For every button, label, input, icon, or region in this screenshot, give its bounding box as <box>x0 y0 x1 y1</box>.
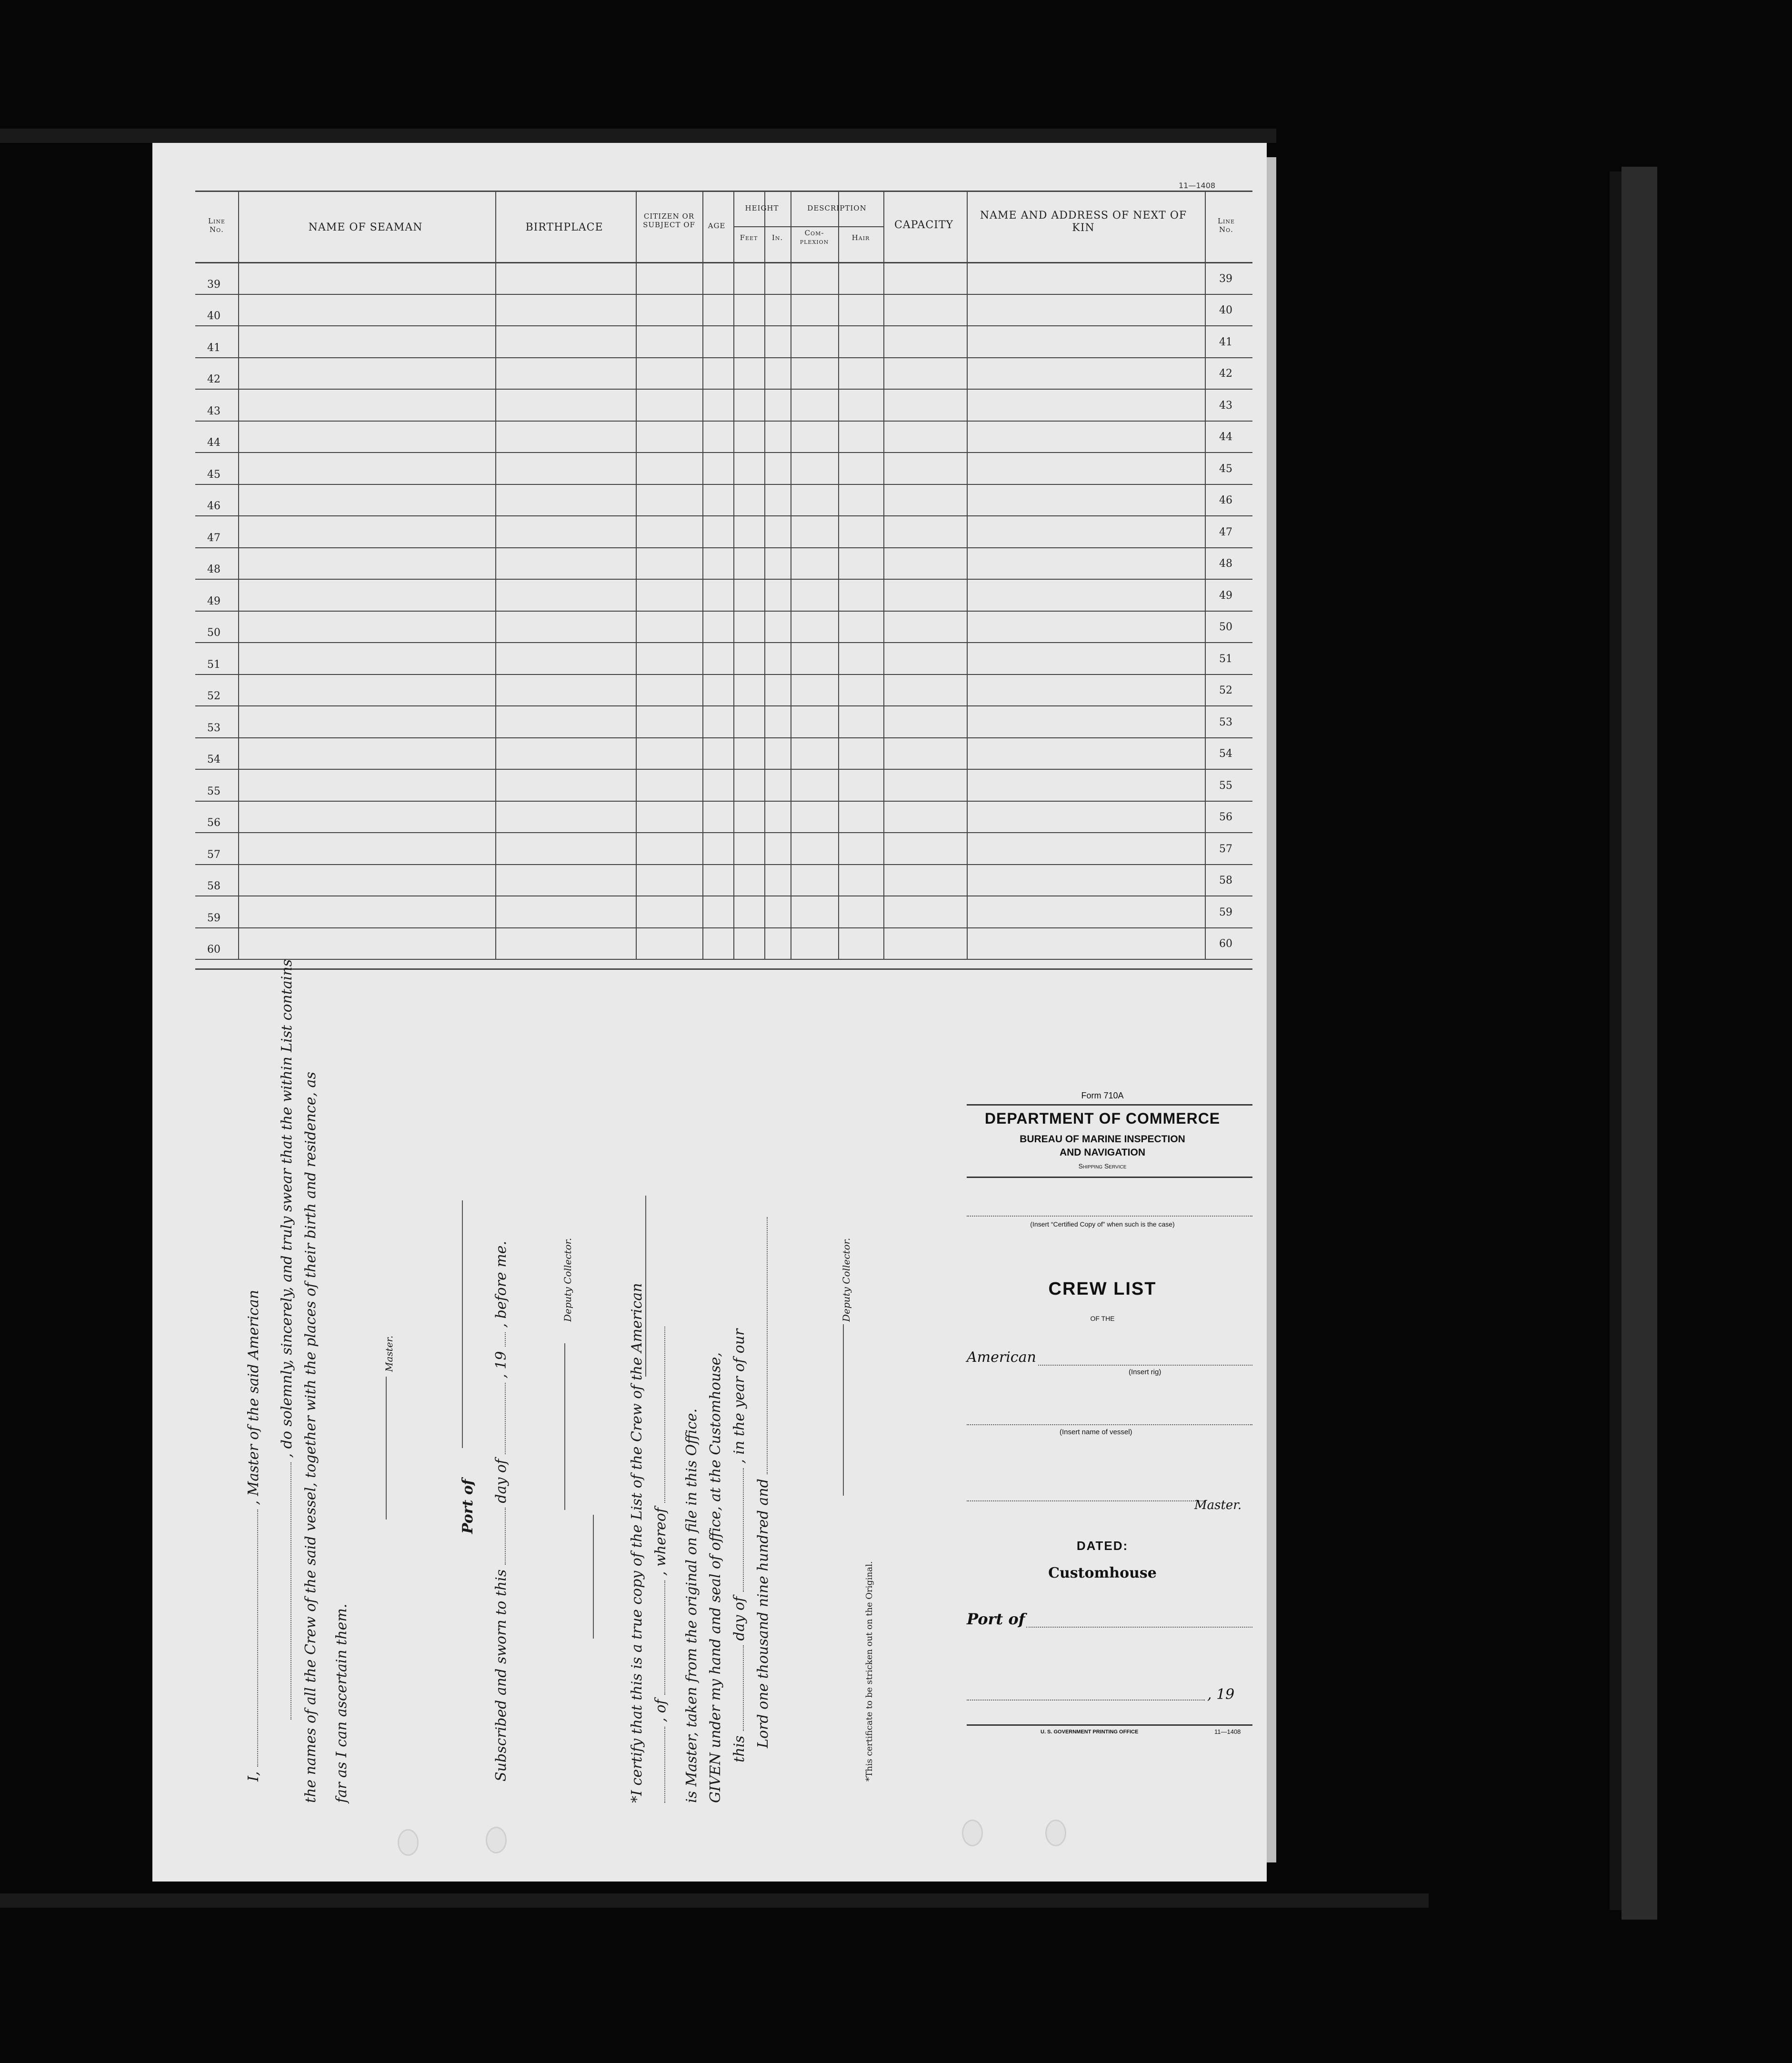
line-number-right: 51 <box>1219 653 1232 665</box>
line-number-left: 40 <box>207 310 220 322</box>
header-description: DESCRIPTION <box>807 204 867 212</box>
cover-master-label: Master. <box>1194 1498 1242 1512</box>
header-birthplace: BIRTHPLACE <box>525 221 603 233</box>
port-of-line <box>462 1200 463 1448</box>
line-number-right: 48 <box>1219 558 1232 570</box>
deputy-collector-label-1: Deputy Collector. <box>562 1238 573 1322</box>
header-feet: Feet <box>740 233 758 242</box>
of-blank-1 <box>654 1727 665 1803</box>
rig-blank <box>1038 1365 1252 1366</box>
line-number-right: 55 <box>1219 779 1232 792</box>
form-number: Form 710A <box>1081 1091 1124 1100</box>
line-number-left: 49 <box>207 595 220 607</box>
table-row-rule <box>195 484 1252 485</box>
table-column-divider <box>838 191 839 959</box>
table-row-rule <box>195 769 1252 770</box>
table-column-divider <box>636 191 637 959</box>
whereof-blank <box>654 1327 665 1503</box>
line-number-right: 41 <box>1219 336 1232 348</box>
scanner-bottom-band <box>0 1893 1429 1908</box>
line-number-left: 58 <box>207 880 220 892</box>
table-row-rule <box>195 294 1252 295</box>
table-print-code: 11—1408 <box>1179 181 1216 190</box>
this-label: this <box>731 1735 748 1762</box>
line-number-right: 44 <box>1219 431 1232 443</box>
deputy-collector-line-1 <box>564 1343 565 1510</box>
line-number-left: 42 <box>207 373 220 385</box>
bureau-line-1: BUREAU OF MARINE INSPECTION <box>1020 1134 1185 1145</box>
line-number-left: 39 <box>207 278 220 291</box>
height-description-subrule <box>733 226 883 227</box>
crew-table <box>195 191 1252 965</box>
line-number-left: 54 <box>207 754 220 765</box>
subscribed-day-of: day of <box>493 1459 510 1503</box>
oath-swear-text: , do solemnly, sincerely, and truly swear that the within List contains <box>279 959 295 1458</box>
table-row-rule <box>195 959 1252 960</box>
port-of-blank <box>1026 1627 1252 1628</box>
this-day-blank <box>732 1645 744 1731</box>
master-taken-line: is Master, taken from the original on file in this Office. <box>683 1408 700 1803</box>
crew-list-cover <box>957 1091 1248 1777</box>
line-number-right: 46 <box>1219 494 1232 506</box>
scanner-top-band <box>0 129 1276 143</box>
line-number-left: 56 <box>207 817 220 829</box>
port-of-label: Port of <box>460 1479 476 1534</box>
table-row-rule <box>195 674 1252 675</box>
line-number-left: 59 <box>207 912 220 924</box>
table-column-divider <box>702 191 703 959</box>
table-row-rule <box>195 864 1252 865</box>
line-number-right: 50 <box>1219 621 1232 633</box>
table-row-rule <box>195 515 1252 516</box>
header-inches: In. <box>771 233 783 242</box>
line-number-right: 45 <box>1219 463 1232 475</box>
oath-line-3: the names of all the Crew of the said vessel, together with the places of their birth and residence, as <box>302 1072 319 1803</box>
american-label: American <box>967 1349 1036 1366</box>
cover-rule-2 <box>967 1177 1252 1178</box>
certified-copy-blank <box>967 1216 1252 1217</box>
line-number-left: 41 <box>207 342 220 354</box>
subscribed-month-blank <box>494 1383 506 1454</box>
line-number-right: 57 <box>1219 843 1232 855</box>
table-row-rule <box>195 611 1252 612</box>
header-name-of-seaman: NAME OF SEAMAN <box>308 221 423 233</box>
subscribed-year-blank <box>494 1332 506 1347</box>
master-signature-label: Master. <box>383 1335 395 1372</box>
cover-bottom-rule <box>967 1724 1252 1726</box>
line-number-right: 39 <box>1219 272 1232 285</box>
oath-line-1 <box>245 1290 262 1781</box>
crew-list-title: CREW LIST <box>1048 1279 1157 1299</box>
table-column-divider <box>1205 191 1206 959</box>
table-row-rule <box>195 421 1252 422</box>
divider-line <box>593 1515 594 1639</box>
given-text: GIVEN under my hand and seal of office, at the Customhouse, <box>707 1352 724 1803</box>
header-height: HEIGHT <box>745 204 779 212</box>
table-column-divider <box>733 191 734 959</box>
line-number-left: 57 <box>207 848 220 861</box>
header-citizen: CITIZEN OR SUBJECT OF <box>643 212 695 229</box>
oath-line-4: far as I can ascertain them. <box>333 1603 350 1803</box>
subscribed-year: , 19 <box>493 1351 510 1379</box>
master-signature-line <box>386 1377 387 1520</box>
subscribed-before-me: , before me. <box>493 1240 510 1328</box>
crew-list-form-page <box>152 143 1267 1882</box>
bureau-line-2: AND NAVIGATION <box>1059 1147 1146 1158</box>
oath-line-2 <box>279 959 295 1720</box>
line-number-left: 46 <box>207 500 220 512</box>
certificate-footnote: *This certificate to be stricken out on the Original. <box>864 1561 874 1781</box>
vessel-name-blank <box>967 1424 1252 1425</box>
table-column-divider <box>764 191 765 959</box>
table-column-divider <box>238 191 239 959</box>
table-row-rule <box>195 927 1252 928</box>
table-row-rule <box>195 642 1252 643</box>
header-hair: Hair <box>851 233 870 242</box>
table-bottom-rule <box>195 968 1252 970</box>
punch-hole <box>962 1820 983 1846</box>
lord-line <box>755 1217 771 1748</box>
cover-top-rule <box>967 1104 1252 1106</box>
adjacent-page-edge <box>1622 167 1657 1920</box>
certified-copy-note: (Insert “Certified Copy of” when such is the case) <box>1030 1220 1175 1228</box>
shipping-service: Shipping Service <box>1078 1162 1127 1170</box>
line-number-left: 52 <box>207 690 220 702</box>
master-name-blank <box>967 1500 1205 1501</box>
certify-vessel-line <box>645 1196 646 1377</box>
line-number-right: 42 <box>1219 368 1232 380</box>
year-of-our-label: , in the year of our <box>731 1328 748 1464</box>
insert-vessel-note: (Insert name of vessel) <box>1060 1428 1132 1436</box>
customhouse-label: Customhouse <box>1048 1565 1157 1581</box>
table-row-rule <box>195 801 1252 802</box>
subscribed-line <box>493 1241 510 1781</box>
line-number-right: 60 <box>1219 938 1232 950</box>
line-number-left: 43 <box>207 405 220 417</box>
table-column-divider <box>883 191 884 959</box>
punch-hole <box>398 1829 419 1856</box>
line-number-right: 52 <box>1219 684 1232 696</box>
line-number-right: 59 <box>1219 906 1232 918</box>
line-number-right: 47 <box>1219 526 1232 538</box>
line-number-right: 58 <box>1219 875 1232 886</box>
of-the-label: OF THE <box>1090 1315 1115 1322</box>
certify-line <box>629 1283 645 1803</box>
day-of-month-blank <box>732 1468 744 1592</box>
table-row-rule <box>195 547 1252 548</box>
line-number-left: 45 <box>207 468 220 481</box>
vessel-name-blank <box>280 1462 291 1720</box>
punch-hole <box>486 1827 507 1853</box>
of-label: , of <box>652 1699 669 1722</box>
deputy-collector-label-2: Deputy Collector. <box>841 1238 852 1322</box>
certify-text: *I certify that this is a true copy of the List of the Crew of the American <box>629 1283 645 1803</box>
dated-label: DATED: <box>1076 1539 1129 1553</box>
line-number-right: 43 <box>1219 399 1232 412</box>
this-day-line <box>731 1329 748 1762</box>
line-number-left: 60 <box>207 944 220 956</box>
line-number-right: 54 <box>1219 748 1232 760</box>
whereof-label: , whereof <box>652 1508 669 1576</box>
adjacent-page-edge-dark <box>1610 171 1622 1910</box>
date-blank <box>967 1700 1205 1701</box>
line-number-left: 51 <box>207 658 220 671</box>
page-edge <box>1267 157 1276 1862</box>
header-age: AGE <box>708 221 726 230</box>
lord-year-blank <box>756 1217 768 1474</box>
of-whereof-line <box>652 1327 669 1803</box>
day-of-label: day of <box>731 1596 748 1641</box>
header-capacity: CAPACITY <box>894 219 954 231</box>
subscribed-day-blank <box>494 1508 506 1565</box>
line-number-left: 55 <box>207 785 220 797</box>
line-number-left: 50 <box>207 627 220 639</box>
cover-port-of-label: Port of <box>967 1610 1025 1628</box>
table-column-divider <box>495 191 496 959</box>
of-blank-2 <box>654 1580 665 1695</box>
table-row-rule <box>195 325 1252 326</box>
table-row-rule <box>195 389 1252 390</box>
oath-master-of-american: , Master of the said American <box>245 1289 262 1505</box>
table-row-rule <box>195 579 1252 580</box>
line-number-left: 47 <box>207 532 220 544</box>
printer-line: U. S. GOVERNMENT PRINTING OFFICE <box>1041 1729 1139 1735</box>
cover-year-label: , 19 <box>1207 1686 1235 1703</box>
table-row-rule <box>195 705 1252 706</box>
given-line <box>707 1352 724 1803</box>
oath-i: I, <box>245 1771 262 1781</box>
line-number-left: 48 <box>207 564 220 575</box>
table-row-rule <box>195 452 1252 453</box>
line-number-right: 53 <box>1219 716 1232 728</box>
table-row-rule <box>195 832 1252 833</box>
line-number-right: 56 <box>1219 811 1232 823</box>
subscribed-text: Subscribed and sworn to this <box>493 1569 510 1781</box>
line-number-left: 53 <box>207 722 220 734</box>
header-next-of-kin: NAME AND ADDRESS OF NEXT OF KIN <box>980 210 1187 234</box>
insert-rig-note: (Insert rig) <box>1129 1368 1161 1376</box>
header-line-no-right: Line No. <box>1218 217 1235 234</box>
lord-text: Lord one thousand nine hundred and <box>755 1479 771 1748</box>
line-number-right: 49 <box>1219 589 1232 602</box>
table-header-rule <box>195 262 1252 263</box>
header-complexion: Com- plexion <box>800 229 829 246</box>
punch-hole <box>1045 1820 1066 1846</box>
line-number-left: 44 <box>207 437 220 449</box>
line-number-right: 40 <box>1219 304 1232 316</box>
table-row-rule <box>195 357 1252 358</box>
deputy-collector-line-2 <box>843 1324 844 1496</box>
table-top-rule <box>195 191 1252 192</box>
header-line-no-left: Line No. <box>208 217 225 234</box>
cover-print-code: 11—1408 <box>1214 1728 1241 1735</box>
table-row-rule <box>195 737 1252 738</box>
table-column-divider <box>967 191 968 959</box>
master-name-blank <box>247 1510 258 1767</box>
department-name: DEPARTMENT OF COMMERCE <box>984 1110 1221 1127</box>
